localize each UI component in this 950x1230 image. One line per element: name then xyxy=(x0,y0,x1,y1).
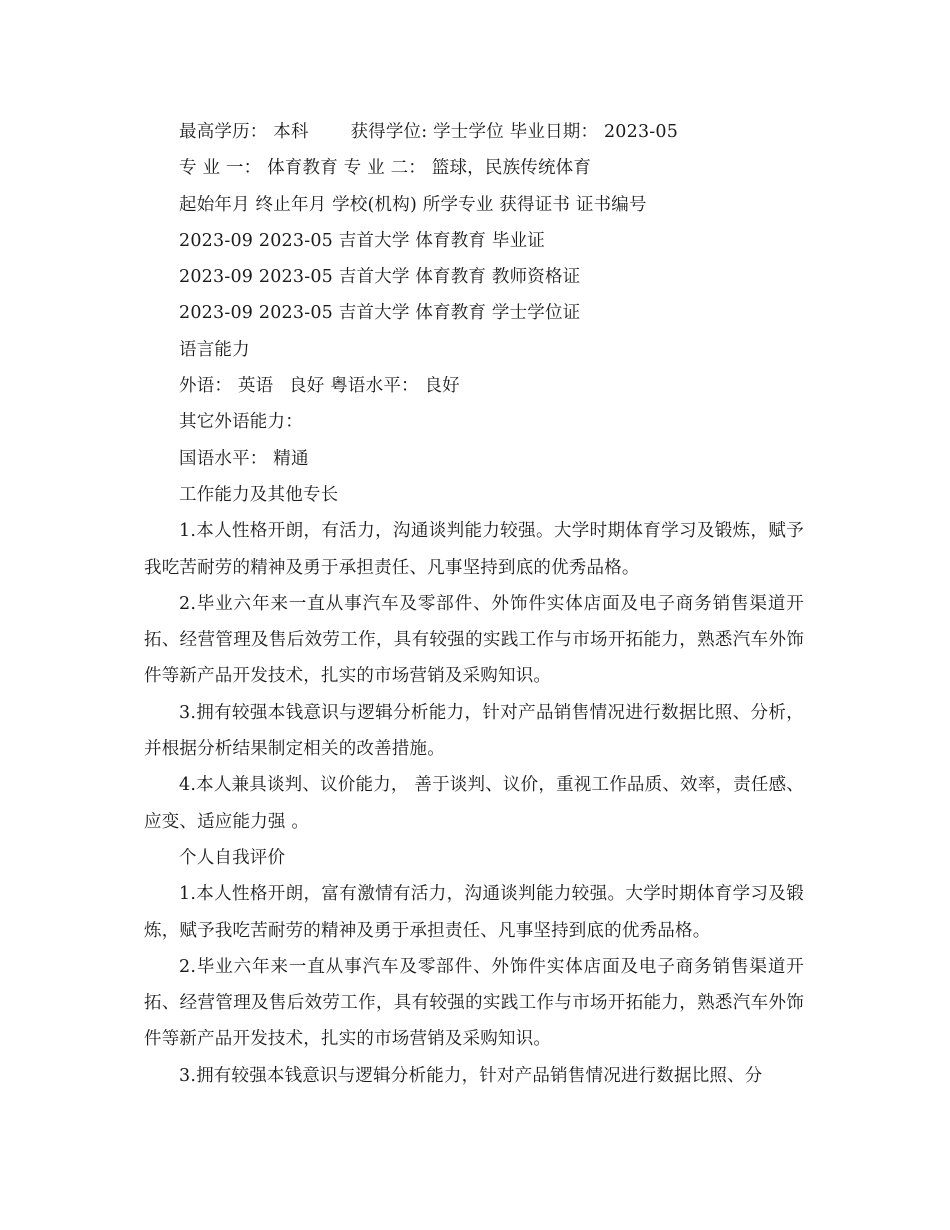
cantonese-label: 粤语水平： xyxy=(330,376,419,397)
foreign-language-row xyxy=(144,368,804,404)
grad-date-value: 2023-05 xyxy=(603,122,679,142)
title-label: 获得学位: xyxy=(350,122,428,142)
education-summary-row xyxy=(144,114,804,150)
title-value: 学士学位 xyxy=(433,122,504,142)
cantonese-value: 良好 xyxy=(424,376,460,397)
skills-item: 4.本人兼具谈判、议价能力， 善于谈判、议价，重视工作品质、效率，责任感、应变、适应能力强 。 xyxy=(144,775,804,832)
education-table-row: 2023-09 2023-05 吉首大学 体育教育 教师资格证 xyxy=(179,267,581,288)
major2-value: 篮球，民族传统体育 xyxy=(431,158,592,179)
self-eval-heading: 个人自我评价 xyxy=(179,847,286,868)
skills-heading: 工作能力及其他专长 xyxy=(179,484,339,505)
majors-row xyxy=(144,150,804,186)
major1-value: 体育教育 xyxy=(267,158,338,179)
skills-item: 2.毕业六年来一直从事汽车及零部件、外饰件实体店面及电子商务销售渠道开拓、经营管理及售后效劳工作，具有较强的实践工作与市场开拓能力，熟悉汽车外饰件等新产品开发技术，扎实的市场营销及采购知识。 xyxy=(144,593,804,687)
skills-item: 1.本人性格开朗，有活力，沟通谈判能力较强。大学时期体育学习及锻炼，赋予我吃苦耐劳的精神及勇于承担责任、凡事坚持到底的优秀品格。 xyxy=(144,521,804,578)
self-eval-item: 3.拥有较强本钱意识与逻辑分析能力，针对产品销售情况进行数据比照、分 xyxy=(179,1065,763,1086)
self-eval-item: 2.毕业六年来一直从事汽车及零部件、外饰件实体店面及电子商务销售渠道开拓、经营管理及售后效劳工作，具有较强的实践工作与市场开拓能力，熟悉汽车外饰件等新产品开发技术，扎实的市场营销及采购知识。 xyxy=(144,956,804,1050)
other-language-label: 其它外语能力： xyxy=(179,412,303,433)
resume-content xyxy=(144,114,804,1094)
grad-date-label: 毕业日期： xyxy=(509,122,599,142)
education-table-row: 2023-09 2023-05 吉首大学 体育教育 毕业证 xyxy=(179,230,545,251)
foreign-language-label: 外语： xyxy=(179,376,233,397)
degree-value: 本科 xyxy=(273,122,309,142)
language-heading: 语言能力 xyxy=(179,339,250,360)
mandarin-label: 国语水平： xyxy=(179,448,268,469)
mandarin-value: 精通 xyxy=(273,448,309,469)
education-table-row: 2023-09 2023-05 吉首大学 体育教育 学士学位证 xyxy=(179,303,581,324)
mandarin-row xyxy=(144,441,804,477)
major2-label: 专 业 二： xyxy=(343,158,426,179)
degree-label: 最高学历： xyxy=(179,122,268,142)
education-table-header: 起始年月 终止年月 学校(机构) 所学专业 获得证书 证书编号 xyxy=(179,194,647,215)
skills-item: 3.拥有较强本钱意识与逻辑分析能力，针对产品销售情况进行数据比照、分析，并根据分析结果制定相关的改善措施。 xyxy=(144,702,804,760)
foreign-language-level: 良好 xyxy=(289,376,325,397)
foreign-language-value: 英语 xyxy=(237,376,274,397)
major1-label: 专 业 一： xyxy=(179,158,262,179)
self-eval-item: 1.本人性格开朗，富有激情有活力，沟通谈判能力较强。大学时期体育学习及锻炼，赋予我吃苦耐劳的精神及勇于承担责任、凡事坚持到底的优秀品格。 xyxy=(144,884,804,941)
